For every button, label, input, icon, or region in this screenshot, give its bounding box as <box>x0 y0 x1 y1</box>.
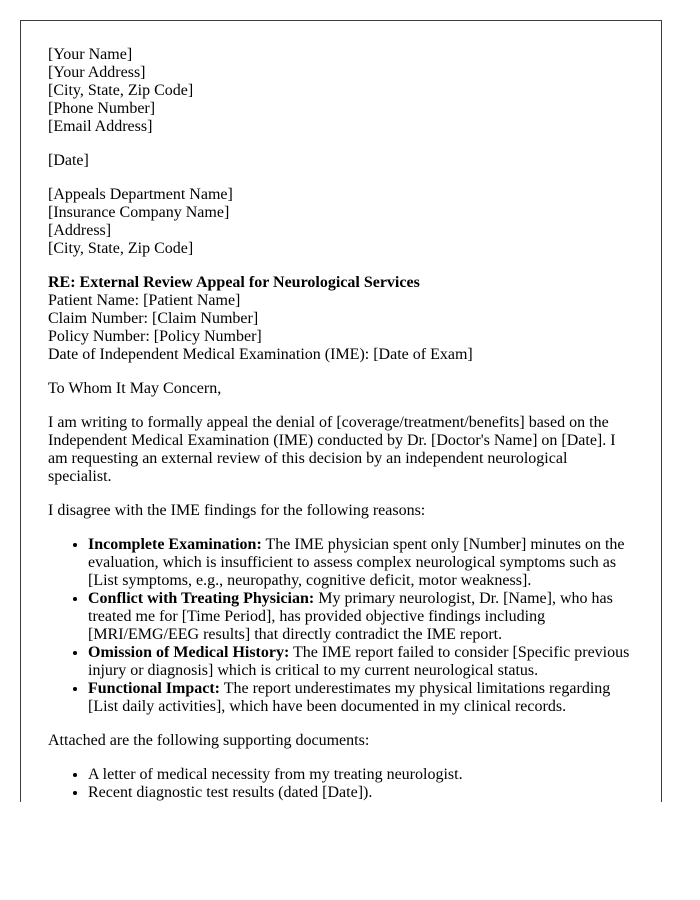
subject-patient-name: Patient Name: [Patient Name] <box>48 292 241 309</box>
reason-label: Functional Impact: <box>88 680 220 697</box>
letter-date: [Date] <box>48 152 89 169</box>
reason-item-functional-impact <box>88 680 634 716</box>
attachment-item-diagnostic-test-results: • Recent diagnostic test results (dated [Date]). <box>88 784 634 802</box>
subject-block <box>48 274 634 364</box>
reasons-list <box>48 536 634 716</box>
recipient-address: [Address] <box>48 222 112 239</box>
letter-page <box>20 20 662 802</box>
sender-city-state-zip: [City, State, Zip Code] <box>48 82 194 99</box>
reason-item-incomplete-examination <box>88 536 634 590</box>
sender-block <box>48 46 634 136</box>
reason-item-conflict-with-treating-physician <box>88 590 634 644</box>
recipient-company: [Insurance Company Name] <box>48 204 230 221</box>
reason-label: Omission of Medical History: <box>88 644 290 661</box>
attachments-intro: Attached are the following supporting documents: <box>48 732 370 749</box>
reason-text: My primary neurologist, Dr. [Name], who has treated me for [Time Period], has provided objective findings including [MRI/EMG/EEG results] that directly contradict the IME report. <box>88 590 613 643</box>
subject-ime-date: Date of Independent Medical Examination (IME): [Date of Exam] <box>48 346 473 363</box>
reason-text: The IME physician spent only [Number] minutes on the evaluation, which is insufficient to assess complex neurological symptoms such as [List symptoms, e.g., neuropathy, cognitive deficit, motor weakness]. <box>88 536 625 589</box>
reason-text: The report underestimates my physical limitations regarding [List daily activities], which have been documented in my clinical records. <box>88 680 611 715</box>
reason-item-omission-of-medical-history <box>88 644 634 680</box>
reason-text: The IME report failed to consider [Specific previous injury or diagnosis] which is critical to my current neurological status. <box>88 644 630 679</box>
subject-policy-number: Policy Number: [Policy Number] <box>48 328 262 345</box>
date-line <box>48 152 634 170</box>
attachment-item-medical-necessity-letter: • A letter of medical necessity from my treating neurologist. <box>88 766 634 784</box>
recipient-department: [Appeals Department Name] <box>48 186 233 203</box>
attachments-list <box>48 766 634 802</box>
reasons-intro: I disagree with the IME findings for the following reasons: <box>48 502 426 519</box>
sender-phone: [Phone Number] <box>48 100 156 117</box>
sender-address: [Your Address] <box>48 64 146 81</box>
subject-re-line: RE: External Review Appeal for Neurological Services <box>48 274 420 291</box>
subject-claim-number: Claim Number: [Claim Number] <box>48 310 259 327</box>
recipient-block <box>48 186 634 258</box>
sender-name: [Your Name] <box>48 46 133 63</box>
reason-label: Conflict with Treating Physician: <box>88 590 315 607</box>
opening-paragraph: I am writing to formally appeal the denial of [coverage/treatment/benefits] based on the Independent Medical Examination (IME) conducted by Dr. [Doctor's Name] on [Date]. I am requesting an external review of this decision by an independent neurological specialist. <box>48 414 616 485</box>
sender-email: [Email Address] <box>48 118 153 135</box>
reason-label: Incomplete Examination: <box>88 536 262 553</box>
salutation: To Whom It May Concern, <box>48 380 222 397</box>
recipient-city-state-zip: [City, State, Zip Code] <box>48 240 194 257</box>
